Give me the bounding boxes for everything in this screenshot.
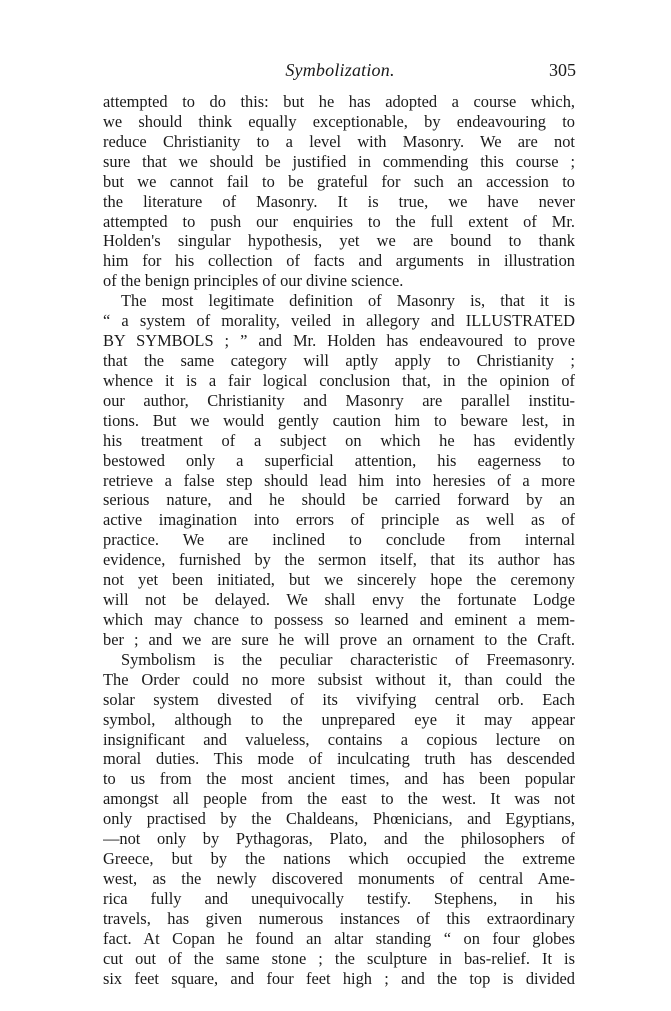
text-line: which may chance to possess so learned and eminent a mem- <box>103 609 575 629</box>
running-title: Symbolization. <box>285 60 395 80</box>
text-line: his treatment of a subject on which he has evidently <box>103 430 575 450</box>
text-line: sure that we should be justified in commending this course ; <box>103 151 575 171</box>
text-line: will not be delayed. We shall envy the fortunate Lodge <box>103 590 575 610</box>
text-line: tions. But we would gently caution him to beware lest, in <box>103 410 575 430</box>
text-line: Symbolism is the peculiar characteristic of Freemasonry. <box>121 649 575 669</box>
page-number: 305 <box>549 60 576 80</box>
text-line: west, as the newly discovered monuments of central Ame- <box>103 868 575 888</box>
text-line: bestowed only a superficial attention, his eagerness to <box>103 450 575 470</box>
body-text <box>103 92 575 988</box>
text-line: The Order could no more subsist without it, than could the <box>103 669 575 689</box>
text-line: evidence, furnished by the sermon itself, that its author has <box>103 550 575 570</box>
text-line: insignificant and valueless, contains a copious lecture on <box>103 729 575 749</box>
text-line: “ a system of morality, veiled in allegory and ILLUSTRATED <box>103 311 575 331</box>
text-line: not yet been initiated, but we sincerely hope the ceremony <box>103 570 575 590</box>
text-line: —not only by Pythagoras, Plato, and the philosophers of <box>103 829 575 849</box>
text-line: BY SYMBOLS ; ” and Mr. Holden has endeavoured to prove <box>103 331 575 351</box>
text-line: whence it is a fair logical conclusion that, in the opinion of <box>103 370 575 390</box>
text-line: rica fully and unequivocally testify. Stephens, in his <box>103 888 575 908</box>
text-line: amongst all people from the east to the west. It was not <box>103 789 575 809</box>
text-line: him for his collection of facts and arguments in illustration <box>103 251 575 271</box>
text-line: symbol, although to the unprepared eye it may appear <box>103 709 575 729</box>
text-line: of the benign principles of our divine science. <box>103 271 404 291</box>
text-line: fact. At Copan he found an altar standing “ on four globes <box>103 928 575 948</box>
text-line: Holden's singular hypothesis, yet we are bound to thank <box>103 231 575 251</box>
text-line: we should think equally exceptionable, by endeavouring to <box>103 111 575 131</box>
text-line: The most legitimate definition of Masonry is, that it is <box>121 291 575 311</box>
text-line: Greece, but by the nations which occupied the extreme <box>103 849 575 869</box>
text-line: active imagination into errors of principle as well as of <box>103 510 575 530</box>
text-line: attempted to do this: but he has adopted a course which, <box>103 92 575 111</box>
text-line: six feet square, and four feet high ; and the top is divided <box>103 968 575 988</box>
text-line: cut out of the same stone ; the sculpture in bas-relief. It is <box>103 948 575 968</box>
text-line: travels, has given numerous instances of this extraordinary <box>103 908 575 928</box>
text-line: practice. We are inclined to conclude from internal <box>103 530 575 550</box>
text-line: but we cannot fail to be grateful for such an accession to <box>103 171 575 191</box>
text-line: solar system divested of its vivifying central orb. Each <box>103 689 575 709</box>
text-line: our author, Christianity and Masonry are parallel institu- <box>103 390 575 410</box>
text-line: reduce Christianity to a level with Masonry. We are not <box>103 131 575 151</box>
text-line: serious nature, and he should be carried forward by an <box>103 490 575 510</box>
text-line: attempted to push our enquiries to the full extent of Mr. <box>103 211 575 231</box>
text-line: moral duties. This mode of inculcating truth has descended <box>103 749 575 769</box>
text-line: the literature of Masonry. It is true, we have never <box>103 191 575 211</box>
text-line: only practised by the Chaldeans, Phœnicians, and Egyptians, <box>103 809 575 829</box>
text-line: to us from the most ancient times, and has been popular <box>103 769 575 789</box>
text-line: that the same category will aptly apply to Christianity ; <box>103 350 575 370</box>
text-line: retrieve a false step should lead him into heresies of a more <box>103 470 575 490</box>
text-line: ber ; and we are sure he will prove an ornament to the Craft. <box>103 629 575 649</box>
running-head <box>104 60 576 84</box>
